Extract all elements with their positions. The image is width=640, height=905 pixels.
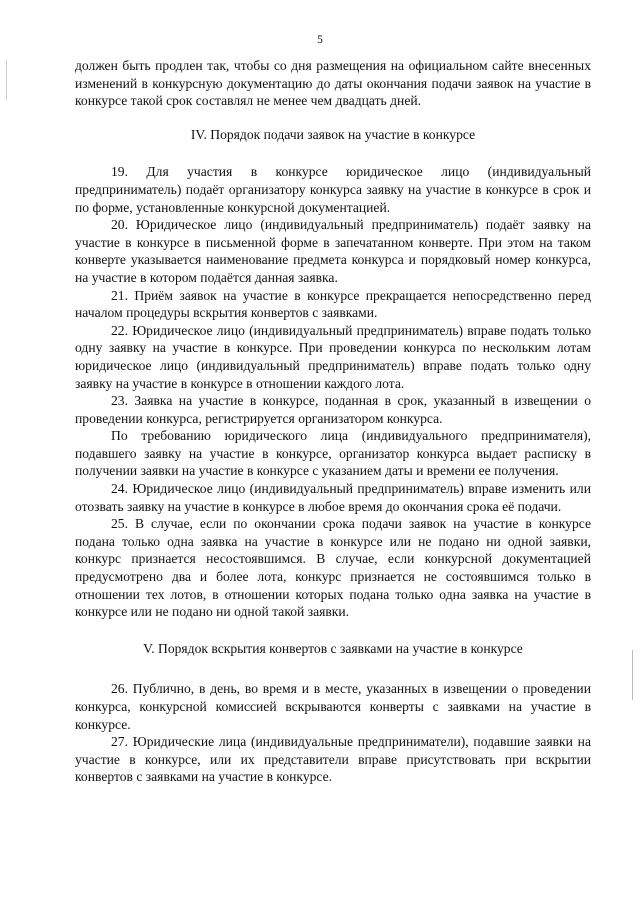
paragraph-20: 20. Юридическое лицо (индивидуальный предприниматель) подаёт заявку на участие в конкурсе в письменной форме в запечатанном конверте. При этом на таком конверте указывается наименование предмета конкурса и порядковый номер конкурса, на участие в котором подаётся данная заявка. xyxy=(75,217,591,285)
paragraph-21: 21. Приём заявок на участие в конкурсе прекращается непосредственно перед началом процедуры вскрытия конвертов с заявками. xyxy=(75,287,591,321)
paragraph-22: 22. Юридическое лицо (индивидуальный предприниматель) вправе подать только одну заявку на участие в конкурсе. При проведении конкурса по нескольким лотам юридическое лицо (индивидуальный предприниматель) вправе подать только одну заявку на участие в конкурсе в отношении каждого лота. xyxy=(75,322,591,391)
document-body xyxy=(75,57,591,786)
page-number: 5 xyxy=(317,34,323,46)
paragraph-24: 24. Юридическое лицо (индивидуальный предприниматель) вправе изменить или отозвать заявку на участие в конкурсе в любое время до окончания срока её подачи. xyxy=(75,481,591,514)
paragraph-25: 25. В случае, если по окончании срока подачи заявок на участие в конкурсе подана только одна заявка на участие в конкурсе или не подано ни одной заявки, конкурс признается несостоявшимся. В случае, если конкурсной документацией предусмотрено два и более лота, конкурс признается не состоявшимся только в отношении тех лотов, в отношении которых подана только одна заявка на участие в конкурсе или не подано ни одной такой заявки. xyxy=(75,516,591,620)
paragraph-continuation: должен быть продлен так, чтобы со дня размещения на официальном сайте внесенных изменений в конкурсную документацию до даты окончания подачи заявок на участие в конкурсе такой срок составлял не менее чем двадцать дней. xyxy=(75,58,591,109)
paragraph-26: 26. Публично, в день, во время и в месте, указанных в извещении о проведении конкурса, конкурсной комиссией вскрываются конверты с заявками на участие в конкурсе. xyxy=(75,681,591,732)
paragraph-23: 23. Заявка на участие в конкурсе, поданная в срок, указанный в извещении о проведении конкурса, регистрируется организатором конкурса. xyxy=(75,393,591,426)
scan-edge-mark xyxy=(632,650,633,700)
section-heading-v: V. Порядок вскрытия конвертов с заявками на участие в конкурсе xyxy=(143,640,523,656)
paragraph-27: 27. Юридические лица (индивидуальные предприниматели), подавшие заявки на участие в конкурсе, или их представители вправе присутствовать при вскрытии конвертов с заявками на участие в конкурсе. xyxy=(75,734,591,785)
paragraph-23-receipt: По требованию юридического лица (индивидуального предпринимателя), подавшего заявку на участие в конкурсе, организатор конкурса выдает расписку в получении заявки на участие в конкурсе с указанием даты и времени ее получения. xyxy=(75,428,591,479)
section-heading-iv: IV. Порядок подачи заявок на участие в конкурсе xyxy=(190,126,476,142)
scan-edge-mark-left xyxy=(6,60,7,100)
paragraph-19: 19. Для участия в конкурсе юридическое лицо (индивидуальный предприниматель) подаёт организатору конкурса заявку на участие в конкурсе в срок и по форме, установленные конкурсной документацией. xyxy=(75,164,591,215)
